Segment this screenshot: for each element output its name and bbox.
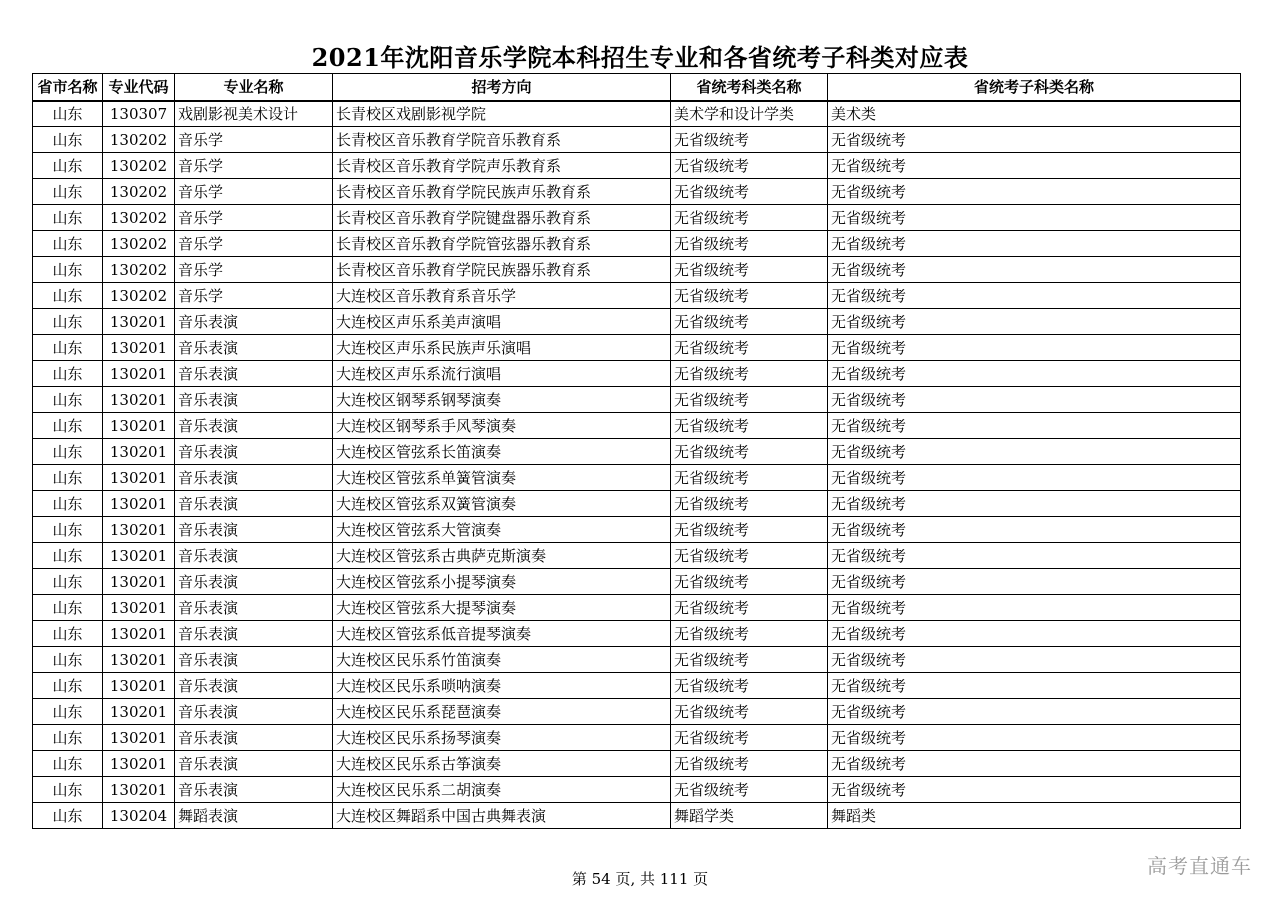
cell-major-code: 130202: [103, 205, 175, 231]
table-row: [33, 335, 1241, 361]
cell-major-name: 音乐表演: [175, 595, 333, 621]
cell-category: 无省级统考: [671, 621, 828, 647]
cell-category: 无省级统考: [671, 439, 828, 465]
cell-major-code: 130201: [103, 595, 175, 621]
cell-direction: 长青校区音乐教育学院民族器乐教育系: [333, 257, 671, 283]
cell-category: 无省级统考: [671, 387, 828, 413]
cell-subcategory: 无省级统考: [828, 751, 1241, 777]
cell-direction: 大连校区管弦系长笛演奏: [333, 439, 671, 465]
cell-major-code: 130201: [103, 777, 175, 803]
cell-major-name: 舞蹈表演: [175, 803, 333, 829]
cell-major-name: 音乐表演: [175, 621, 333, 647]
cell-subcategory: 无省级统考: [828, 361, 1241, 387]
cell-major-name: 音乐表演: [175, 335, 333, 361]
cell-direction: 大连校区声乐系民族声乐演唱: [333, 335, 671, 361]
cell-province: 山东: [33, 257, 103, 283]
cell-subcategory: 无省级统考: [828, 257, 1241, 283]
cell-province: 山东: [33, 517, 103, 543]
cell-major-code: 130201: [103, 309, 175, 335]
cell-subcategory: 美术类: [828, 101, 1241, 127]
cell-province: 山东: [33, 673, 103, 699]
cell-major-code: 130204: [103, 803, 175, 829]
cell-province: 山东: [33, 543, 103, 569]
cell-major-code: 130307: [103, 101, 175, 127]
cell-subcategory: 无省级统考: [828, 725, 1241, 751]
page-title: 2021年沈阳音乐学院本科招生专业和各省统考子科类对应表: [311, 43, 969, 72]
cell-major-code: 130202: [103, 231, 175, 257]
cell-subcategory: 无省级统考: [828, 335, 1241, 361]
cell-major-name: 音乐表演: [175, 673, 333, 699]
cell-direction: 大连校区声乐系美声演唱: [333, 309, 671, 335]
table-row: [33, 127, 1241, 153]
cell-major-name: 戏剧影视美术设计: [175, 101, 333, 127]
cell-major-name: 音乐学: [175, 257, 333, 283]
table-row: [33, 725, 1241, 751]
cell-major-code: 130201: [103, 569, 175, 595]
cell-province: 山东: [33, 569, 103, 595]
cell-category: 美术学和设计学类: [671, 101, 828, 127]
cell-category: 无省级统考: [671, 231, 828, 257]
cell-province: 山东: [33, 205, 103, 231]
cell-major-code: 130201: [103, 491, 175, 517]
cell-province: 山东: [33, 335, 103, 361]
cell-category: 无省级统考: [671, 205, 828, 231]
cell-major-name: 音乐学: [175, 231, 333, 257]
cell-category: 无省级统考: [671, 413, 828, 439]
cell-province: 山东: [33, 179, 103, 205]
cell-province: 山东: [33, 595, 103, 621]
table-row: [33, 283, 1241, 309]
cell-subcategory: 无省级统考: [828, 777, 1241, 803]
table-row: [33, 465, 1241, 491]
table-row: [33, 647, 1241, 673]
cell-major-code: 130201: [103, 647, 175, 673]
cell-direction: 大连校区管弦系双簧管演奏: [333, 491, 671, 517]
page-footer: 第 54 页, 共 111 页: [571, 870, 709, 888]
table-row: [33, 491, 1241, 517]
cell-major-code: 130201: [103, 413, 175, 439]
cell-major-name: 音乐表演: [175, 751, 333, 777]
cell-direction: 大连校区民乐系竹笛演奏: [333, 647, 671, 673]
cell-province: 山东: [33, 751, 103, 777]
cell-major-code: 130201: [103, 439, 175, 465]
cell-direction: 大连校区民乐系唢呐演奏: [333, 673, 671, 699]
cell-subcategory: 无省级统考: [828, 673, 1241, 699]
cell-subcategory: 无省级统考: [828, 595, 1241, 621]
cell-province: 山东: [33, 361, 103, 387]
cell-category: 无省级统考: [671, 673, 828, 699]
watermark: 高考直通车: [1147, 854, 1252, 878]
cell-province: 山东: [33, 101, 103, 127]
cell-major-code: 130201: [103, 621, 175, 647]
table-row: [33, 543, 1241, 569]
header-row: [33, 74, 1241, 101]
cell-subcategory: 无省级统考: [828, 205, 1241, 231]
cell-major-name: 音乐表演: [175, 387, 333, 413]
cell-direction: 大连校区钢琴系手风琴演奏: [333, 413, 671, 439]
cell-subcategory: 无省级统考: [828, 179, 1241, 205]
cell-category: 无省级统考: [671, 361, 828, 387]
cell-category: 无省级统考: [671, 569, 828, 595]
cell-direction: 大连校区管弦系小提琴演奏: [333, 569, 671, 595]
cell-province: 山东: [33, 647, 103, 673]
cell-subcategory: 无省级统考: [828, 647, 1241, 673]
cell-province: 山东: [33, 803, 103, 829]
table-row: [33, 699, 1241, 725]
cell-category: 无省级统考: [671, 127, 828, 153]
table-row: [33, 595, 1241, 621]
cell-subcategory: 无省级统考: [828, 465, 1241, 491]
cell-category: 无省级统考: [671, 595, 828, 621]
table-row: [33, 569, 1241, 595]
cell-category: 无省级统考: [671, 725, 828, 751]
table-row: [33, 803, 1241, 829]
table-row: [33, 673, 1241, 699]
cell-major-name: 音乐学: [175, 127, 333, 153]
cell-category: 无省级统考: [671, 309, 828, 335]
cell-major-name: 音乐表演: [175, 465, 333, 491]
cell-direction: 长青校区音乐教育学院声乐教育系: [333, 153, 671, 179]
cell-category: 无省级统考: [671, 647, 828, 673]
cell-direction: 大连校区民乐系二胡演奏: [333, 777, 671, 803]
cell-province: 山东: [33, 777, 103, 803]
cell-province: 山东: [33, 621, 103, 647]
cell-major-code: 130201: [103, 335, 175, 361]
cell-direction: 大连校区民乐系琵琶演奏: [333, 699, 671, 725]
table-row: [33, 777, 1241, 803]
cell-major-name: 音乐表演: [175, 491, 333, 517]
cell-category: 无省级统考: [671, 179, 828, 205]
header-category: 省统考科类名称: [671, 74, 828, 101]
cell-subcategory: 无省级统考: [828, 543, 1241, 569]
cell-category: 无省级统考: [671, 465, 828, 491]
cell-major-code: 130202: [103, 179, 175, 205]
table-row: [33, 205, 1241, 231]
cell-major-code: 130201: [103, 465, 175, 491]
cell-category: 无省级统考: [671, 153, 828, 179]
cell-major-code: 130202: [103, 153, 175, 179]
cell-province: 山东: [33, 413, 103, 439]
header-province: 省市名称: [33, 74, 103, 101]
table-row: [33, 179, 1241, 205]
cell-province: 山东: [33, 699, 103, 725]
cell-major-code: 130201: [103, 673, 175, 699]
cell-subcategory: 无省级统考: [828, 231, 1241, 257]
table-header: [33, 74, 1241, 101]
cell-direction: 大连校区民乐系扬琴演奏: [333, 725, 671, 751]
cell-major-code: 130201: [103, 517, 175, 543]
cell-major-name: 音乐表演: [175, 309, 333, 335]
cell-subcategory: 无省级统考: [828, 491, 1241, 517]
cell-major-name: 音乐表演: [175, 413, 333, 439]
cell-subcategory: 无省级统考: [828, 439, 1241, 465]
cell-direction: 长青校区戏剧影视学院: [333, 101, 671, 127]
cell-province: 山东: [33, 153, 103, 179]
cell-category: 无省级统考: [671, 699, 828, 725]
cell-direction: 大连校区管弦系低音提琴演奏: [333, 621, 671, 647]
cell-province: 山东: [33, 309, 103, 335]
cell-direction: 长青校区音乐教育学院键盘器乐教育系: [333, 205, 671, 231]
table-row: [33, 621, 1241, 647]
cell-direction: 大连校区声乐系流行演唱: [333, 361, 671, 387]
header-major-code: 专业代码: [103, 74, 175, 101]
cell-category: 无省级统考: [671, 491, 828, 517]
cell-category: 无省级统考: [671, 335, 828, 361]
enrollment-table: [32, 73, 1241, 829]
cell-major-code: 130202: [103, 127, 175, 153]
table-row: [33, 153, 1241, 179]
cell-direction: 大连校区管弦系单簧管演奏: [333, 465, 671, 491]
cell-direction: 大连校区民乐系古筝演奏: [333, 751, 671, 777]
cell-direction: 长青校区音乐教育学院音乐教育系: [333, 127, 671, 153]
header-major-name: 专业名称: [175, 74, 333, 101]
cell-province: 山东: [33, 231, 103, 257]
cell-subcategory: 无省级统考: [828, 517, 1241, 543]
cell-province: 山东: [33, 465, 103, 491]
cell-subcategory: 无省级统考: [828, 569, 1241, 595]
table-row: [33, 517, 1241, 543]
cell-province: 山东: [33, 725, 103, 751]
cell-major-name: 音乐学: [175, 179, 333, 205]
cell-major-name: 音乐学: [175, 205, 333, 231]
cell-province: 山东: [33, 127, 103, 153]
cell-subcategory: 舞蹈类: [828, 803, 1241, 829]
cell-major-name: 音乐表演: [175, 725, 333, 751]
table-row: [33, 413, 1241, 439]
cell-direction: 大连校区管弦系大提琴演奏: [333, 595, 671, 621]
cell-subcategory: 无省级统考: [828, 309, 1241, 335]
cell-major-name: 音乐表演: [175, 569, 333, 595]
cell-subcategory: 无省级统考: [828, 127, 1241, 153]
cell-category: 无省级统考: [671, 283, 828, 309]
cell-province: 山东: [33, 439, 103, 465]
table-row: [33, 387, 1241, 413]
cell-major-code: 130202: [103, 257, 175, 283]
table-row: [33, 101, 1241, 127]
table-row: [33, 361, 1241, 387]
cell-subcategory: 无省级统考: [828, 283, 1241, 309]
cell-major-name: 音乐表演: [175, 777, 333, 803]
cell-major-name: 音乐表演: [175, 517, 333, 543]
cell-major-name: 音乐表演: [175, 647, 333, 673]
cell-major-name: 音乐表演: [175, 543, 333, 569]
cell-major-code: 130201: [103, 361, 175, 387]
table-row: [33, 309, 1241, 335]
cell-category: 无省级统考: [671, 777, 828, 803]
cell-major-code: 130201: [103, 699, 175, 725]
cell-major-name: 音乐学: [175, 153, 333, 179]
cell-major-code: 130201: [103, 387, 175, 413]
table-row: [33, 257, 1241, 283]
cell-direction: 大连校区音乐教育系音乐学: [333, 283, 671, 309]
cell-major-name: 音乐表演: [175, 439, 333, 465]
cell-major-code: 130201: [103, 543, 175, 569]
cell-direction: 大连校区管弦系古典萨克斯演奏: [333, 543, 671, 569]
cell-major-name: 音乐表演: [175, 361, 333, 387]
cell-province: 山东: [33, 491, 103, 517]
table-row: [33, 231, 1241, 257]
cell-province: 山东: [33, 387, 103, 413]
cell-subcategory: 无省级统考: [828, 153, 1241, 179]
cell-major-code: 130202: [103, 283, 175, 309]
cell-subcategory: 无省级统考: [828, 699, 1241, 725]
cell-major-name: 音乐表演: [175, 699, 333, 725]
cell-category: 舞蹈学类: [671, 803, 828, 829]
cell-province: 山东: [33, 283, 103, 309]
cell-major-code: 130201: [103, 751, 175, 777]
cell-direction: 大连校区钢琴系钢琴演奏: [333, 387, 671, 413]
cell-major-name: 音乐学: [175, 283, 333, 309]
header-direction: 招考方向: [333, 74, 671, 101]
table-body: [33, 101, 1241, 829]
cell-category: 无省级统考: [671, 517, 828, 543]
cell-subcategory: 无省级统考: [828, 621, 1241, 647]
cell-category: 无省级统考: [671, 257, 828, 283]
cell-subcategory: 无省级统考: [828, 413, 1241, 439]
cell-direction: 长青校区音乐教育学院管弦器乐教育系: [333, 231, 671, 257]
cell-category: 无省级统考: [671, 543, 828, 569]
cell-major-code: 130201: [103, 725, 175, 751]
cell-direction: 大连校区舞蹈系中国古典舞表演: [333, 803, 671, 829]
cell-direction: 长青校区音乐教育学院民族声乐教育系: [333, 179, 671, 205]
table-row: [33, 751, 1241, 777]
header-subcategory: 省统考子科类名称: [828, 74, 1241, 101]
cell-subcategory: 无省级统考: [828, 387, 1241, 413]
cell-direction: 大连校区管弦系大管演奏: [333, 517, 671, 543]
cell-category: 无省级统考: [671, 751, 828, 777]
table-row: [33, 439, 1241, 465]
